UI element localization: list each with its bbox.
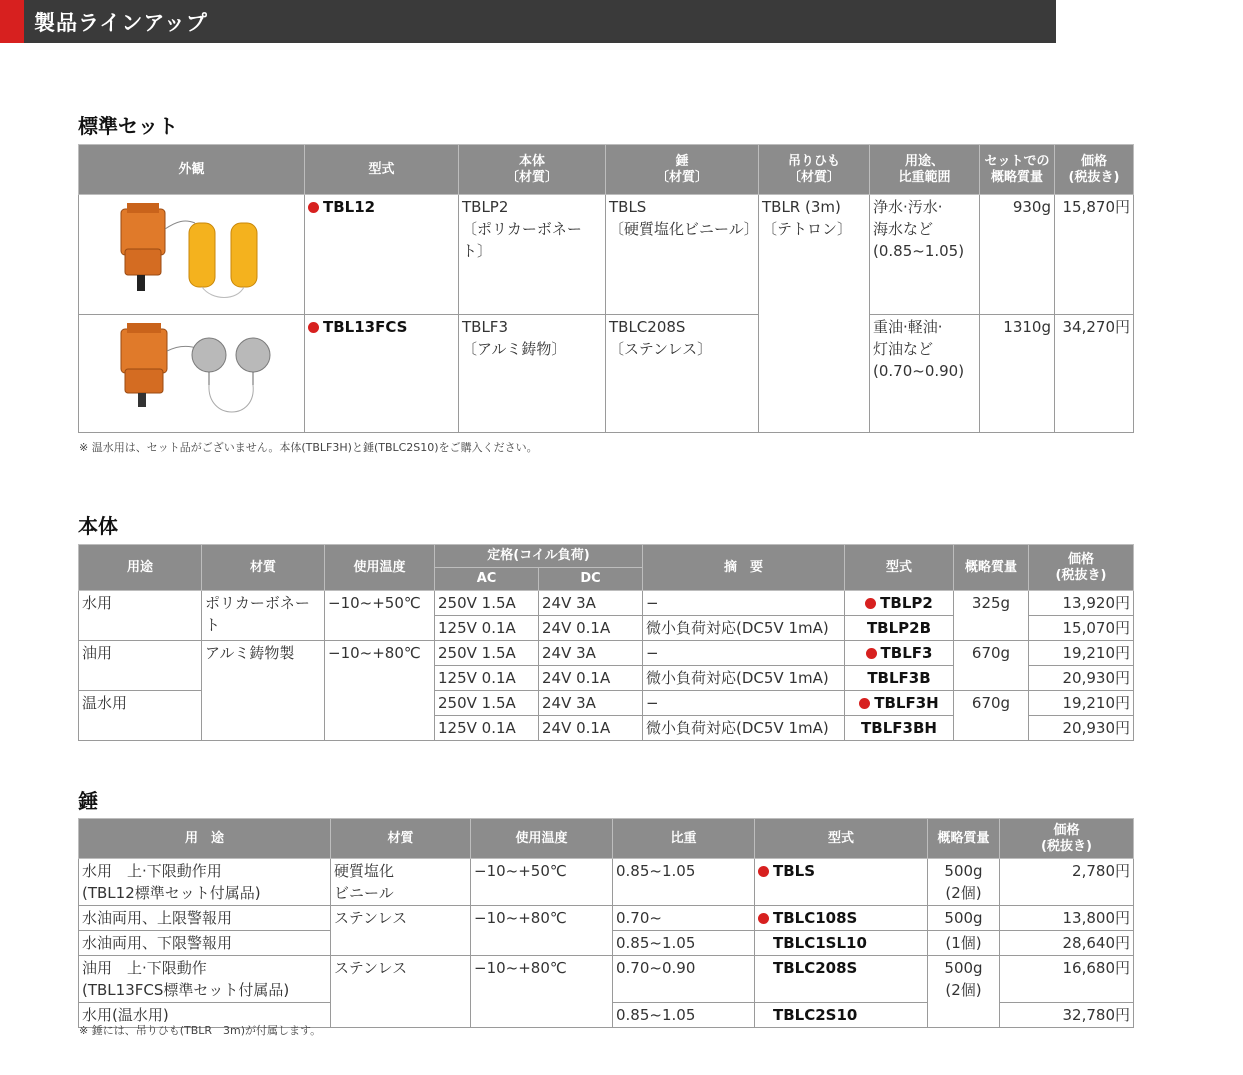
model-cell: TBLC2S10: [755, 1003, 928, 1028]
price-cell: 13,920円: [1029, 591, 1134, 616]
col-price: 価格 (税抜き): [1029, 545, 1134, 591]
col-price: 価格 (税抜き): [1000, 819, 1134, 859]
summary-cell: 微小負荷対応(DC5V 1mA): [643, 716, 845, 741]
col-rating: 定格(コイル負荷): [435, 545, 643, 568]
model-cell: TBL13FCS: [305, 315, 459, 433]
material-cell: 硬質塩化 ビニール: [331, 859, 471, 906]
use-cell: 油用 上·下限動作 (TBL13FCS標準セット付属品): [79, 956, 331, 1003]
use-cell: 水用 上·下限動作用 (TBL12標準セット付属品): [79, 859, 331, 906]
dc-cell: 24V 0.1A: [539, 616, 643, 641]
body-cell: TBLP2 〔ポリカーボネート〕: [459, 195, 606, 315]
cord-cell: TBLR (3m) 〔テトロン〕: [759, 195, 870, 433]
gravity-cell: 0.85~1.05: [613, 931, 755, 956]
table-row: [79, 591, 1134, 616]
table-row: [79, 859, 1134, 906]
ac-cell: 125V 0.1A: [435, 616, 539, 641]
ac-cell: 250V 1.5A: [435, 641, 539, 666]
col-mass: 概略質量: [954, 545, 1029, 591]
use-cell: 水油両用、下限警報用: [79, 931, 331, 956]
mass-cell: (1個): [928, 931, 1000, 956]
model-cell: TBLP2: [845, 591, 954, 616]
gravity-cell: 0.70~: [613, 906, 755, 931]
price-cell: 13,800円: [1000, 906, 1134, 931]
temp-cell: −10~+50℃: [471, 859, 613, 906]
price-cell: 34,270円: [1055, 315, 1134, 433]
col-appearance: 外観: [79, 145, 305, 195]
section-title-weight: 錘: [78, 789, 98, 813]
body-cell: TBLF3 〔アルミ鋳物〕: [459, 315, 606, 433]
price-cell: 2,780円: [1000, 859, 1134, 906]
note-cord: ※ 錘には、吊りひも(TBLR 3m)が付属します。: [79, 1024, 322, 1037]
temp-cell: −10~+80℃: [471, 956, 613, 1028]
col-dc: DC: [539, 568, 643, 591]
gravity-cell: 0.70~0.90: [613, 956, 755, 1003]
ac-cell: 125V 0.1A: [435, 666, 539, 691]
dc-cell: 24V 0.1A: [539, 666, 643, 691]
model-cell: TBL12: [305, 195, 459, 315]
temp-cell: −10~+80℃: [471, 906, 613, 956]
body-table: [78, 544, 1134, 741]
material-cell: ポリカーボネート: [202, 591, 325, 641]
price-cell: 20,930円: [1029, 716, 1134, 741]
col-set-mass: セットでの 概略質量: [980, 145, 1055, 195]
col-summary: 摘 要: [643, 545, 845, 591]
price-cell: 15,870円: [1055, 195, 1134, 315]
table-row: [79, 641, 1134, 666]
col-mass: 概略質量: [928, 819, 1000, 859]
material-cell: ステンレス: [331, 956, 471, 1028]
material-cell: アルミ鋳物製: [202, 641, 325, 741]
red-dot-icon: [866, 648, 877, 659]
col-weight: 錘 〔材質〕: [606, 145, 759, 195]
ac-cell: 250V 1.5A: [435, 591, 539, 616]
red-dot-icon: [308, 322, 319, 333]
red-dot-icon: [308, 202, 319, 213]
gravity-cell: 0.85~1.05: [613, 1003, 755, 1028]
mass-cell: 670g: [954, 691, 1029, 741]
use-cell: 水油両用、上限警報用: [79, 906, 331, 931]
set-mass-cell: 930g: [980, 195, 1055, 315]
use-cell: 水用: [79, 591, 202, 641]
model-cell: TBLF3B: [845, 666, 954, 691]
ac-cell: 125V 0.1A: [435, 716, 539, 741]
temp-cell: −10~+80℃: [325, 641, 435, 741]
standard-set-table: [78, 144, 1134, 433]
weight-table: [78, 818, 1134, 1028]
note-hot-water: ※ 温水用は、セット品がございません。本体(TBLF3H)と錘(TBLC2S10)をご購入ください。: [79, 441, 538, 454]
weight-cell: TBLS 〔硬質塩化ビニール〕: [606, 195, 759, 315]
col-use: 用 途: [79, 819, 331, 859]
price-cell: 19,210円: [1029, 691, 1134, 716]
price-cell: 16,680円: [1000, 956, 1134, 1003]
model-cell: TBLC1SL10: [755, 931, 928, 956]
table-row: [79, 315, 1134, 433]
model-cell: TBLF3BH: [845, 716, 954, 741]
model-cell: TBLP2B: [845, 616, 954, 641]
use-cell: 水用(温水用): [79, 1003, 331, 1028]
red-dot-icon: [758, 913, 769, 924]
summary-cell: −: [643, 691, 845, 716]
col-model: 型式: [755, 819, 928, 859]
dc-cell: 24V 3A: [539, 691, 643, 716]
col-use: 用途: [79, 545, 202, 591]
model-cell: TBLS: [755, 859, 928, 906]
col-gravity: 比重: [613, 819, 755, 859]
summary-cell: 微小負荷対応(DC5V 1mA): [643, 616, 845, 641]
product-image-tbl12: [79, 195, 305, 315]
red-dot-icon: [758, 866, 769, 877]
mass-cell: 325g: [954, 591, 1029, 641]
summary-cell: −: [643, 591, 845, 616]
section-title-body: 本体: [78, 514, 118, 538]
table-row: [79, 956, 1134, 1003]
use-cell: 浄水·汚水· 海水など (0.85~1.05): [870, 195, 980, 315]
summary-cell: 微小負荷対応(DC5V 1mA): [643, 666, 845, 691]
col-body: 本体 〔材質〕: [459, 145, 606, 195]
section-banner: [0, 0, 1056, 43]
model-cell: TBLC208S: [755, 956, 928, 1003]
price-cell: 20,930円: [1029, 666, 1134, 691]
section-title-standard: 標準セット: [78, 114, 178, 138]
price-cell: 32,780円: [1000, 1003, 1134, 1028]
table-row: [79, 195, 1134, 315]
col-price: 価格 (税抜き): [1055, 145, 1134, 195]
mass-cell: 500g (2個): [928, 956, 1000, 1028]
weight-cell: TBLC208S 〔ステンレス〕: [606, 315, 759, 433]
material-cell: ステンレス: [331, 906, 471, 956]
dc-cell: 24V 0.1A: [539, 716, 643, 741]
model-cell: TBLC108S: [755, 906, 928, 931]
set-mass-cell: 1310g: [980, 315, 1055, 433]
banner-title: 製品ラインアップ: [34, 11, 208, 35]
col-use: 用途、 比重範囲: [870, 145, 980, 195]
col-cord: 吊りひも 〔材質〕: [759, 145, 870, 195]
dc-cell: 24V 3A: [539, 641, 643, 666]
temp-cell: −10~+50℃: [325, 591, 435, 641]
col-temp: 使用温度: [325, 545, 435, 591]
banner-accent: [0, 0, 24, 43]
col-model: 型式: [305, 145, 459, 195]
col-ac: AC: [435, 568, 539, 591]
ac-cell: 250V 1.5A: [435, 691, 539, 716]
mass-cell: 500g (2個): [928, 859, 1000, 906]
red-dot-icon: [859, 698, 870, 709]
use-cell: 温水用: [79, 691, 202, 741]
mass-cell: 500g: [928, 906, 1000, 931]
col-model: 型式: [845, 545, 954, 591]
dc-cell: 24V 3A: [539, 591, 643, 616]
product-image-tbl13fcs: [79, 315, 305, 433]
price-cell: 19,210円: [1029, 641, 1134, 666]
col-material: 材質: [202, 545, 325, 591]
price-cell: 15,070円: [1029, 616, 1134, 641]
red-dot-icon: [865, 598, 876, 609]
mass-cell: 670g: [954, 641, 1029, 691]
col-temp: 使用温度: [471, 819, 613, 859]
model-cell: TBLF3H: [845, 691, 954, 716]
gravity-cell: 0.85~1.05: [613, 859, 755, 906]
use-cell: 油用: [79, 641, 202, 691]
col-material: 材質: [331, 819, 471, 859]
summary-cell: −: [643, 641, 845, 666]
price-cell: 28,640円: [1000, 931, 1134, 956]
use-cell: 重油·軽油· 灯油など (0.70~0.90): [870, 315, 980, 433]
table-row: [79, 906, 1134, 931]
model-cell: TBLF3: [845, 641, 954, 666]
